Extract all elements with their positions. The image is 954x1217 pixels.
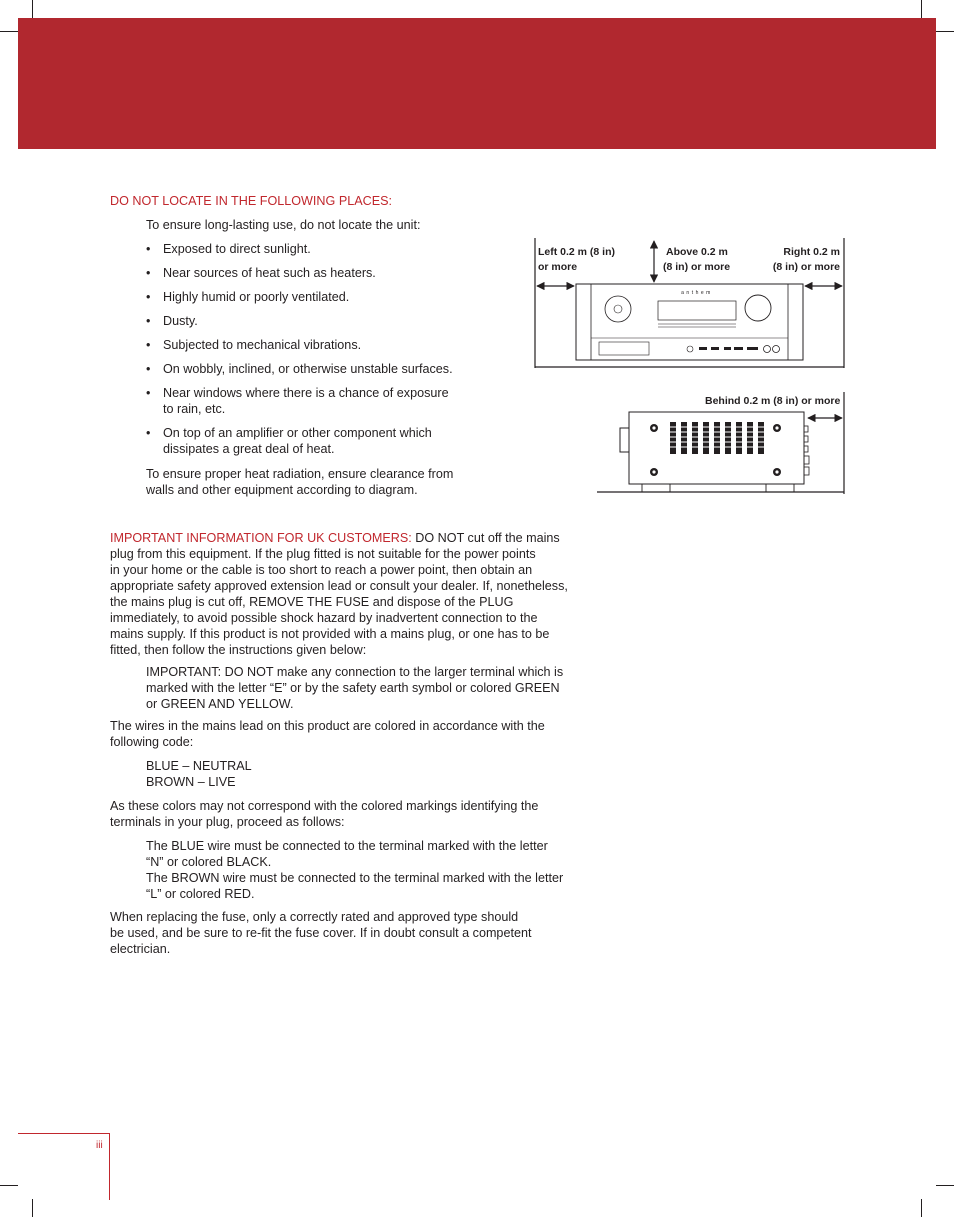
left-clearance-label [538,245,615,275]
text-line: The BROWN wire must be connected to the terminal marked with the letter [146,871,564,885]
text-line: IMPORTANT: DO NOT make any connection to the larger terminal which is [146,665,564,679]
text-line: BLUE – NEUTRAL [146,759,252,773]
behind-clearance-label: Behind 0.2 m (8 in) or more [705,395,841,407]
list-item: • Exposed to direct sunlight. [146,241,466,257]
list-item: • Subjected to mechanical vibrations. [146,337,466,353]
uk-paragraph [110,530,580,658]
left-clearance-line-2: or more [538,261,578,273]
text-line: “L” or colored RED. [146,887,255,901]
text-line: As these colors may not correspond with the colored markings identifying the [110,799,539,813]
above-clearance-line-2: (8 in) or more [663,261,731,273]
uk-colors-paragraph [110,798,538,830]
uk-first-line [110,530,580,546]
crop-mark [921,1199,922,1217]
crop-mark [0,31,18,32]
text-line: immediately, to avoid possible shock hazard by inadvertent connection to the [110,611,538,625]
left-clearance-line-1: Left 0.2 m (8 in) [538,246,616,258]
list-item: • On wobbly, inclined, or otherwise unstable surfaces. [146,361,466,377]
uk-heading: IMPORTANT INFORMATION FOR UK CUSTOMERS: [110,531,412,545]
list-item: • Dusty. [146,313,466,329]
footer-rule [18,1133,109,1134]
above-clearance-label [663,245,730,275]
crop-mark [936,1185,954,1186]
uk-wires-paragraph [110,718,545,750]
crop-mark [32,0,33,18]
text-line: The wires in the mains lead on this product are colored in accordance with the [110,719,545,733]
list-item: • On top of an amplifier or other component which dissipates a great deal of heat. [146,425,453,457]
right-clearance-line-2: (8 in) or more [772,261,840,273]
list-item: • Near sources of heat such as heaters. [146,265,466,281]
uk-first-line-text: DO NOT cut off the mains [415,531,560,545]
list-item: • Near windows where there is a chance of exposure to rain, etc. [146,385,459,417]
crop-mark [0,1185,18,1186]
clearance-note: To ensure proper heat radiation, ensure clearance from walls and other equipment according to diagram. [146,467,454,497]
uk-fuse-paragraph [110,909,531,957]
header-banner [18,18,936,149]
text-line: in your home or the cable is too short to reach a power point, then obtain an [110,563,533,577]
text-line: plug from this equipment. If the plug fitted is not suitable for the power points [110,547,536,561]
crop-mark [32,1199,33,1217]
crop-mark [936,31,954,32]
page-number: iii [96,1140,103,1151]
text-line: following code: [110,735,194,749]
text-line: terminals in your plug, proceed as follows: [110,815,345,829]
text-line: the mains plug is cut off, REMOVE THE FUSE and dispose of the PLUG [110,595,514,609]
brand-logo: anthem [681,290,713,296]
text-line: electrician. [110,942,171,956]
right-clearance-line-1: Right 0.2 m [783,246,840,258]
do-not-locate-intro: To ensure long-lasting use, do not locate the unit: [146,218,421,232]
text-line: BROWN – LIVE [146,775,236,789]
footer-vertical-rule [109,1133,110,1200]
text-line: mains supply. If this product is not provided with a mains plug, or one has to be [110,627,550,641]
text-line: “N” or colored BLACK. [146,855,272,869]
text-line: appropriate safety approved extension lead or consult your dealer. If, nonetheless, [110,579,568,593]
text-line: When replacing the fuse, only a correctly rated and approved type should [110,910,519,924]
text-line: or GREEN AND YELLOW. [146,697,294,711]
do-not-locate-list [146,241,466,465]
text-line: The BLUE wire must be connected to the terminal marked with the letter [146,839,548,853]
uk-connect-block [146,838,563,902]
right-clearance-label [770,245,840,275]
list-item: • Highly humid or poorly ventilated. [146,289,466,305]
text-line: fitted, then follow the instructions given below: [110,643,367,657]
above-clearance-line-1: Above 0.2 m [666,246,728,258]
crop-mark [921,0,922,18]
text-line: be used, and be sure to re-fit the fuse cover. If in doubt consult a competent [110,926,532,940]
do-not-locate-heading: DO NOT LOCATE IN THE FOLLOWING PLACES: [110,194,393,208]
text-line: marked with the letter “E” or by the safety earth symbol or colored GREEN [146,681,560,695]
uk-color-code [146,758,252,790]
uk-important-block [146,664,563,712]
